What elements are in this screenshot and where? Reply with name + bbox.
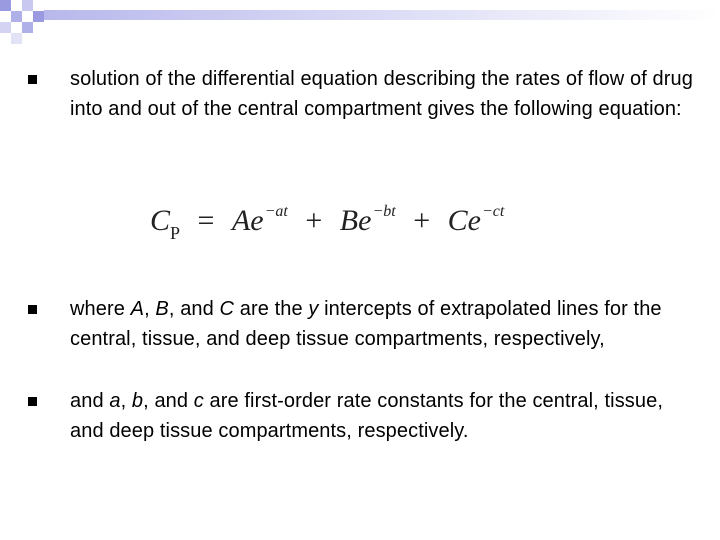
- text-run: are first-order rate constants for the central, tissue, and deep tissue compartments, respectively.: [70, 390, 663, 442]
- header-checker-decoration: [0, 0, 720, 44]
- bullet-text-solution: solution of the differential equation describing the rates of flow of drug into and out of the central compartment gives the following equation:: [70, 68, 693, 120]
- eq-coef-b: B: [339, 204, 359, 237]
- eq-lhs-sub: P: [170, 223, 181, 243]
- text-run-italic: y: [308, 298, 319, 320]
- text-run: and: [70, 390, 110, 412]
- eq-base-2: e: [358, 204, 372, 237]
- text-run-italic: A: [130, 298, 145, 320]
- eq-plus-2: +: [413, 204, 431, 237]
- eq-base-3: e: [467, 204, 481, 237]
- text-run-italic: c: [193, 390, 204, 412]
- text-run: where: [70, 298, 131, 320]
- text-run: , and: [168, 298, 220, 320]
- eq-exp-2: −bt: [372, 203, 396, 220]
- text-run: , and: [143, 390, 194, 412]
- bullet-marker: [28, 397, 37, 406]
- bullet-marker: [28, 75, 37, 84]
- eq-exp-1: −at: [264, 203, 288, 220]
- text-run: intercepts of extrapolated lines for the central, tissue, and deep tissue compartments, respectively,: [70, 298, 662, 350]
- eq-plus-1: +: [305, 204, 323, 237]
- bullet-marker: [28, 305, 37, 314]
- text-run-italic: a: [109, 390, 121, 412]
- text-run: ,: [144, 298, 156, 320]
- text-run-italic: B: [155, 298, 169, 320]
- equation: [150, 190, 504, 250]
- eq-exp-3: −ct: [481, 203, 505, 220]
- eq-equals: =: [197, 204, 215, 237]
- eq-lhs: C: [150, 204, 171, 237]
- eq-coef-a: A: [231, 204, 251, 237]
- eq-base-1: e: [250, 204, 264, 237]
- bullet-text-rate-constants: [70, 386, 695, 446]
- bullet-text-intercepts: [70, 294, 695, 354]
- text-run: ,: [120, 390, 132, 412]
- text-run-italic: b: [131, 390, 144, 412]
- text-run: are the: [234, 298, 309, 320]
- eq-coef-c: C: [447, 204, 468, 237]
- text-run-italic: C: [219, 298, 235, 320]
